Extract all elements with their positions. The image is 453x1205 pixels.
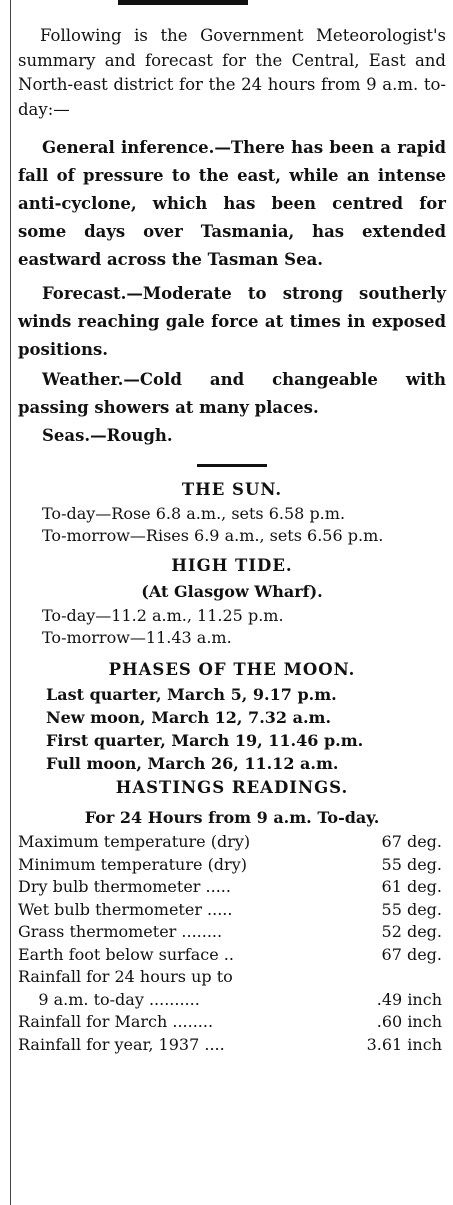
table-row xyxy=(18,944,446,967)
moon-heading: PHASES OF THE MOON. xyxy=(108,660,356,679)
moon-last-quarter: Last quarter, March 5, 9.17 p.m. xyxy=(46,685,337,704)
table-row xyxy=(18,921,446,944)
reading-label: Minimum temperature (dry) xyxy=(18,854,247,874)
sun-today: To-day—Rose 6.8 a.m., sets 6.58 p.m. xyxy=(42,504,346,523)
reading-label: Dry bulb thermometer ..... xyxy=(18,877,231,896)
reading-value xyxy=(337,966,446,989)
tide-today: To-day—11.2 a.m., 11.25 p.m. xyxy=(42,606,284,625)
reading-value: 67 deg. xyxy=(381,832,442,851)
reading-value: .49 inch xyxy=(376,989,442,1009)
forecast-paragraph: Forecast.—Moderate to strong southerly winds reaching gale force at times in exposed positions. xyxy=(18,284,446,359)
intro-paragraph: Following is the Government Meteorologist's summary and forecast for the Central, East and North-east district for the 24 hours from 9 a.m. to-day:— xyxy=(18,26,446,119)
table-row xyxy=(18,1011,446,1034)
moon-first-quarter: First quarter, March 19, 11.46 p.m. xyxy=(46,731,364,750)
weather-column xyxy=(18,24,446,1056)
reading-value: 61 deg. xyxy=(381,877,442,896)
weather-paragraph: Weather.—Cold and changeable with passing showers at many places. xyxy=(18,370,446,417)
hastings-subheading: For 24 Hours from 9 a.m. To-day. xyxy=(84,808,380,827)
reading-value: 55 deg. xyxy=(381,854,442,874)
table-row xyxy=(18,989,446,1012)
reading-value: 52 deg. xyxy=(381,922,442,941)
reading-label: Wet bulb thermometer ..... xyxy=(18,899,233,919)
column-border xyxy=(10,0,11,1205)
reading-value: .60 inch xyxy=(376,1012,442,1031)
tide-tomorrow: To-morrow—11.43 a.m. xyxy=(42,628,232,647)
moon-full: Full moon, March 26, 11.12 a.m. xyxy=(46,754,339,773)
reading-label: Maximum temperature (dry) xyxy=(18,832,251,851)
reading-label: Earth foot below surface .. xyxy=(18,944,234,964)
sun-tomorrow: To-morrow—Rises 6.9 a.m., sets 6.56 p.m. xyxy=(42,526,384,545)
reading-value: 3.61 inch xyxy=(366,1034,442,1054)
table-row xyxy=(18,831,446,854)
reading-value: 55 deg. xyxy=(381,899,442,919)
table-row xyxy=(18,899,446,922)
reading-label: Rainfall for 24 hours up to xyxy=(18,967,233,986)
table-row xyxy=(18,1034,446,1057)
hastings-heading: HASTINGS READINGS. xyxy=(115,778,349,797)
seas-paragraph: Seas.—Rough. xyxy=(42,426,173,445)
reading-label: Rainfall for year, 1937 .... xyxy=(18,1034,225,1054)
top-rule xyxy=(118,0,248,5)
readings-table xyxy=(18,831,446,1056)
tide-subheading: (At Glasgow Wharf). xyxy=(141,582,323,601)
sun-heading: THE SUN. xyxy=(181,480,283,499)
reading-label: Rainfall for March ........ xyxy=(18,1012,214,1031)
reading-label: 9 a.m. to-day .......... xyxy=(18,989,200,1009)
reading-value: 67 deg. xyxy=(381,944,442,964)
section-divider xyxy=(197,464,267,467)
table-row xyxy=(18,876,446,899)
moon-new: New moon, March 12, 7.32 a.m. xyxy=(46,708,332,727)
table-row xyxy=(18,854,446,877)
reading-label: Grass thermometer ........ xyxy=(18,922,223,941)
general-inference-paragraph: General inference.—There has been a rapid fall of pressure to the east, while an intense anti-cyclone, which has been centred for some days over Tasmania, has extended eastward across the Tasman Sea. xyxy=(18,138,446,269)
tide-heading: HIGH TIDE. xyxy=(171,556,293,575)
table-row xyxy=(18,966,446,989)
